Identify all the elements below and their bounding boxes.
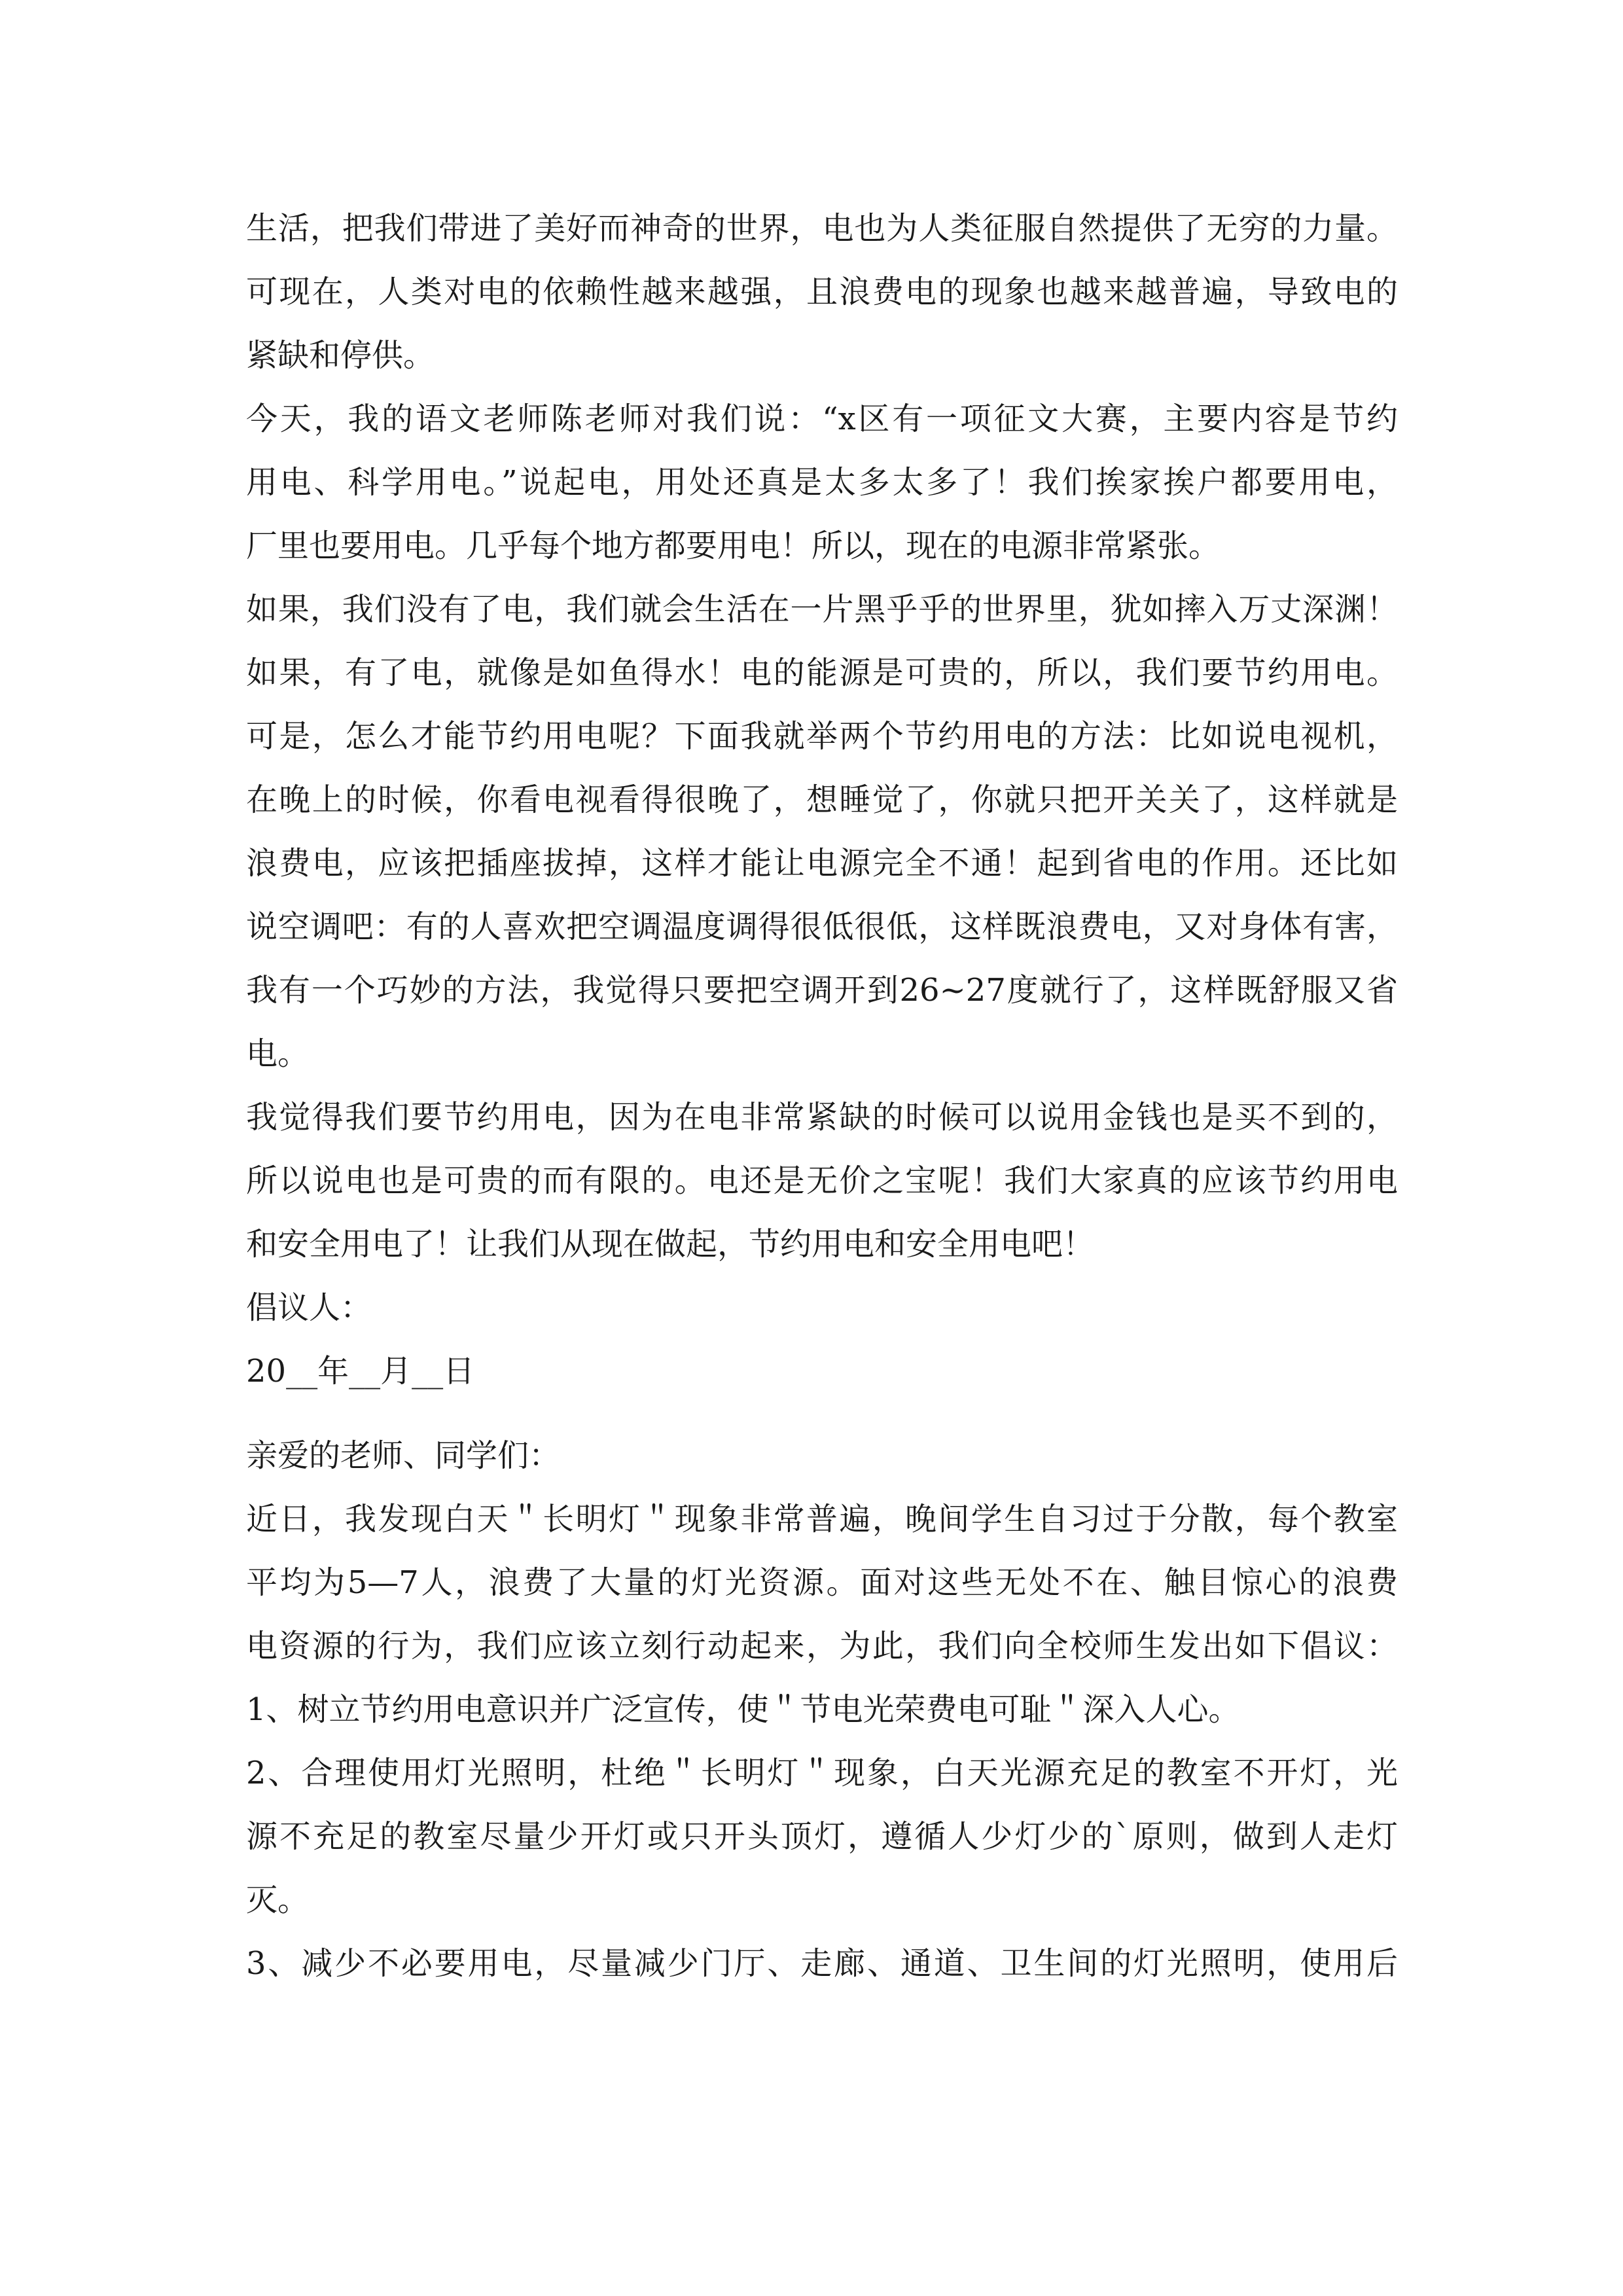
paragraph-line: 浪费电，应该把插座拔掉，这样才能让电源完全不通！起到省电的作用。还比如 (246, 845, 1398, 882)
paragraph-line: 电。 (246, 1035, 310, 1072)
paragraph-line: 所以说电也是可贵的而有限的。电还是无价之宝呢！我们大家真的应该节约用电 (246, 1162, 1398, 1199)
paragraph-line: 今天，我的语文老师陈老师对我们说：“x区有一项征文大赛，主要内容是节约 (246, 401, 1398, 437)
letter-section-1 (246, 197, 1398, 1403)
date-line: 20__年__月__日 (246, 1353, 475, 1390)
list-item: 1、树立节约用电意识并广泛宣传，使＂节电光荣费电可耻＂深入人心。 (246, 1691, 1240, 1728)
paragraph-line: 如果，有了电，就像是如鱼得水！电的能源是可贵的，所以，我们要节约用电。 (246, 655, 1398, 691)
paragraph-line: 电资源的行为，我们应该立刻行动起来，为此，我们向全校师生发出如下倡议： (246, 1628, 1398, 1664)
paragraph-line: 近日，我发现白天＂长明灯＂现象非常普遍，晚间学生自习过于分散，每个教室 (246, 1501, 1398, 1537)
list-item: 2、合理使用灯光照明，杜绝＂长明灯＂现象，白天光源充足的教室不开灯，光 (246, 1755, 1398, 1791)
list-item-continuation: 灭。 (246, 1882, 310, 1918)
list-item-continuation: 源不充足的教室尽量少开灯或只开头顶灯，遵循人少灯少的`原则，做到人走灯 (246, 1818, 1398, 1855)
list-item: 3、减少不必要用电，尽量减少门厅、走廊、通道、卫生间的灯光照明，使用后 (246, 1945, 1398, 1982)
paragraph-line: 如果，我们没有了电，我们就会生活在一片黑乎乎的世界里，犹如摔入万丈深渊！ (246, 591, 1398, 628)
paragraph-line: 可是，怎么才能节约用电呢？下面我就举两个节约用电的方法：比如说电视机， (246, 718, 1398, 755)
signature-label: 倡议人： (246, 1289, 372, 1326)
salutation: 亲爱的老师、同学们： (246, 1437, 561, 1474)
paragraph-line: 可现在，人类对电的依赖性越来越强，且浪费电的现象也越来越普遍，导致电的 (246, 274, 1398, 310)
paragraph-line: 生活，把我们带进了美好而神奇的世界，电也为人类征服自然提供了无穷的力量。 (246, 210, 1398, 247)
paragraph-line: 紧缺和停供。 (246, 337, 435, 374)
paragraph-line: 我有一个巧妙的方法，我觉得只要把空调开到26~27度就行了，这样既舒服又省 (246, 972, 1398, 1009)
paragraph-line: 平均为5—7人，浪费了大量的灯光资源。面对这些无处不在、触目惊心的浪费 (246, 1564, 1398, 1601)
paragraph-line: 说空调吧：有的人喜欢把空调温度调得很低很低，这样既浪费电，又对身体有害， (246, 908, 1398, 945)
paragraph-line: 和安全用电了！让我们从现在做起，节约用电和安全用电吧！ (246, 1226, 1095, 1263)
paragraph-line: 用电、科学用电。”说起电，用处还真是太多太多了！我们挨家挨户都要用电， (246, 464, 1398, 501)
paragraph-line: 厂里也要用电。几乎每个地方都要用电！所以，现在的电源非常紧张。 (246, 528, 1221, 564)
paragraph-line: 在晚上的时候，你看电视看得很晚了，想睡觉了，你就只把开关关了，这样就是 (246, 781, 1398, 818)
paragraph-line: 我觉得我们要节约用电，因为在电非常紧缺的时候可以说用金钱也是买不到的， (246, 1099, 1398, 1136)
letter-section-2 (246, 1424, 1398, 1996)
